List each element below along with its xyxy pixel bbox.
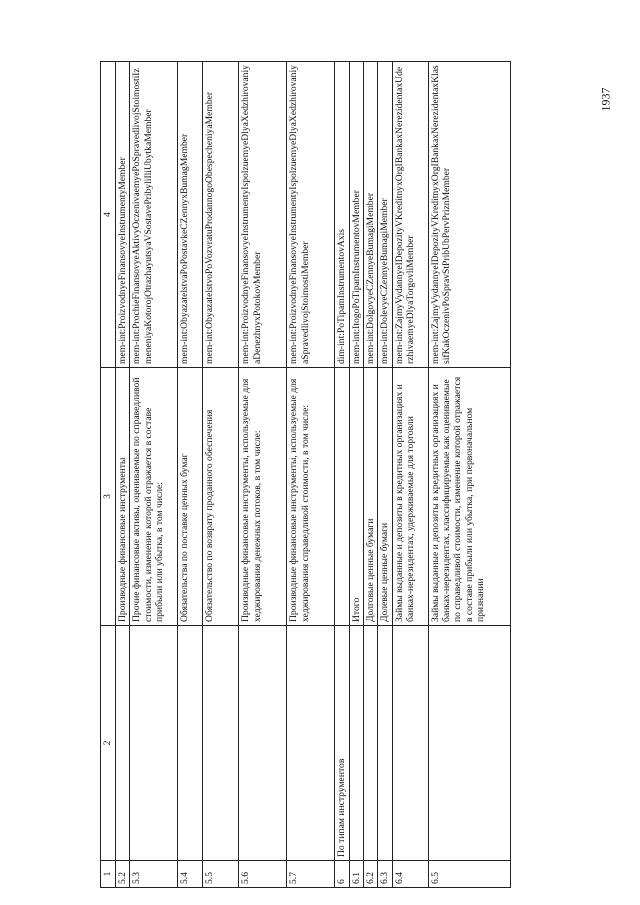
row-code-cell: mem-int:DolgovyeCZennyeBumagiMember: [363, 62, 377, 368]
row-group-cell: [203, 626, 239, 861]
row-number-cell: 5.4: [178, 861, 203, 888]
row-description-cell: Производные финансовые инструменты, используемые для хеджирования денежных потоков, в том числе:: [239, 368, 287, 626]
row-number-cell: 5.7: [287, 861, 335, 888]
row-description-cell: Итого: [349, 368, 363, 626]
row-description-cell: Производные финансовые инструменты: [116, 368, 130, 626]
row-code-cell: dim-int:PoTipamInstrumentovAxis: [335, 62, 349, 368]
row-description-cell: Займы выданные и депозиты в кредитных организациях и банках-нерезидентах, классифицируемые как оцениваемые по справедливой стоимости, изменение которой отражается в составе прибыли или убытка, при первоначальном признании: [428, 368, 510, 626]
row-group-cell: [349, 626, 363, 861]
row-group-cell: [116, 626, 130, 861]
row-number-cell: 6.5: [428, 861, 510, 888]
row-number-cell: 6.4: [392, 861, 428, 888]
row-description-cell: Долевые ценные бумаги: [378, 368, 392, 626]
row-code-cell: mem-int:ObyazatelstvoPoVozvratuProdannogoObespecheniyaMember: [203, 62, 239, 368]
row-group-cell: [363, 626, 377, 861]
table-row: [116, 62, 130, 888]
row-code-cell: mem-int:DolevyeCZennyeBumagiMember: [378, 62, 392, 368]
row-code-cell: mem-int:ZajmyVydannyeIDepozityVKreditnyxOrgIBankaxNerezidentaxKlassifKakOczenivPoSpravStPribUbPervPriznMember: [428, 62, 510, 368]
row-description-cell: [335, 368, 349, 626]
table-row: [239, 62, 287, 888]
row-description-cell: Обязательства по поставке ценных бумаг: [178, 368, 203, 626]
table-row: [428, 62, 510, 888]
row-code-cell: mem-int:ProchieFinansovyeAktivyOczenivaemyePoSpravedlivojStoimostiIzmeneniyaKotorojOtrazhayutsyaVSostavePribyliIliUbytkaMember: [130, 62, 178, 368]
header-row: [101, 62, 116, 888]
row-group-cell: По типам инструментов: [335, 626, 349, 861]
row-description-cell: Прочие финансовые активы, оцениваемые по справедливой стоимости, изменение которой отражается в составе прибыли или убытка, в том числе:: [130, 368, 178, 626]
row-code-cell: mem-int:ProizvodnyeFinansovyeInstrumentyIspolzuemyeDlyaXedzhirovaniyaDenezhnyxPotokovMember: [239, 62, 287, 368]
table-row: [335, 62, 349, 888]
row-number-cell: 5.3: [130, 861, 178, 888]
row-description-cell: Займы выданные и депозиты в кредитных организациях и банках-нерезидентах, удерживаемые для торговли: [392, 368, 428, 626]
table-row: [349, 62, 363, 888]
row-description-cell: Долговые ценные бумаги: [363, 368, 377, 626]
row-code-cell: mem-int:ObyazatelstvaPoPostavkeCZennyxBumagMember: [178, 62, 203, 368]
row-description-cell: Производные финансовые инструменты, используемые для хеджирования справедливой стоимости, в том числе:: [287, 368, 335, 626]
row-number-cell: 5.6: [239, 861, 287, 888]
table-body: [116, 62, 511, 888]
table-container: [100, 62, 560, 888]
row-code-cell: mem-int:ProizvodnyeFinansovyeInstrumentyMember: [116, 62, 130, 368]
header-col-1: 1: [101, 861, 116, 888]
table-row: [363, 62, 377, 888]
table-row: [203, 62, 239, 888]
header-col-4: 4: [101, 62, 116, 368]
row-number-cell: 6: [335, 861, 349, 888]
header-col-3: 3: [101, 368, 116, 626]
row-number-cell: 6.2: [363, 861, 377, 888]
page-number: 1937: [598, 87, 613, 112]
row-group-cell: [239, 626, 287, 861]
row-group-cell: [130, 626, 178, 861]
row-number-cell: 5.5: [203, 861, 239, 888]
row-number-cell: 6.1: [349, 861, 363, 888]
row-description-cell: Обязательство по возврату проданного обеспечения: [203, 368, 239, 626]
header-col-2: 2: [101, 626, 116, 861]
table-row: [378, 62, 392, 888]
row-code-cell: mem-int:ItogoPoTipamInstrumentovMember: [349, 62, 363, 368]
row-group-cell: [287, 626, 335, 861]
row-code-cell: mem-int:ZajmyVydannyeIDepozityVKreditnyxOrgIBankaxNerezidentaxUderzhivaemyeDlyaTorgovliMember: [392, 62, 428, 368]
table-row: [130, 62, 178, 888]
row-code-cell: mem-int:ProizvodnyeFinansovyeInstrumentyIspolzuemyeDlyaXedzhirovaniyaSpravedlivojStoimostiMember: [287, 62, 335, 368]
table-row: [392, 62, 428, 888]
row-number-cell: 5.2: [116, 861, 130, 888]
table-row: [178, 62, 203, 888]
row-number-cell: 6.3: [378, 861, 392, 888]
row-group-cell: [378, 626, 392, 861]
table-row: [287, 62, 335, 888]
row-group-cell: [178, 626, 203, 861]
rotated-table-wrapper: [100, 62, 560, 888]
row-group-cell: [392, 626, 428, 861]
row-group-cell: [428, 626, 510, 861]
taxonomy-table: [100, 61, 511, 888]
